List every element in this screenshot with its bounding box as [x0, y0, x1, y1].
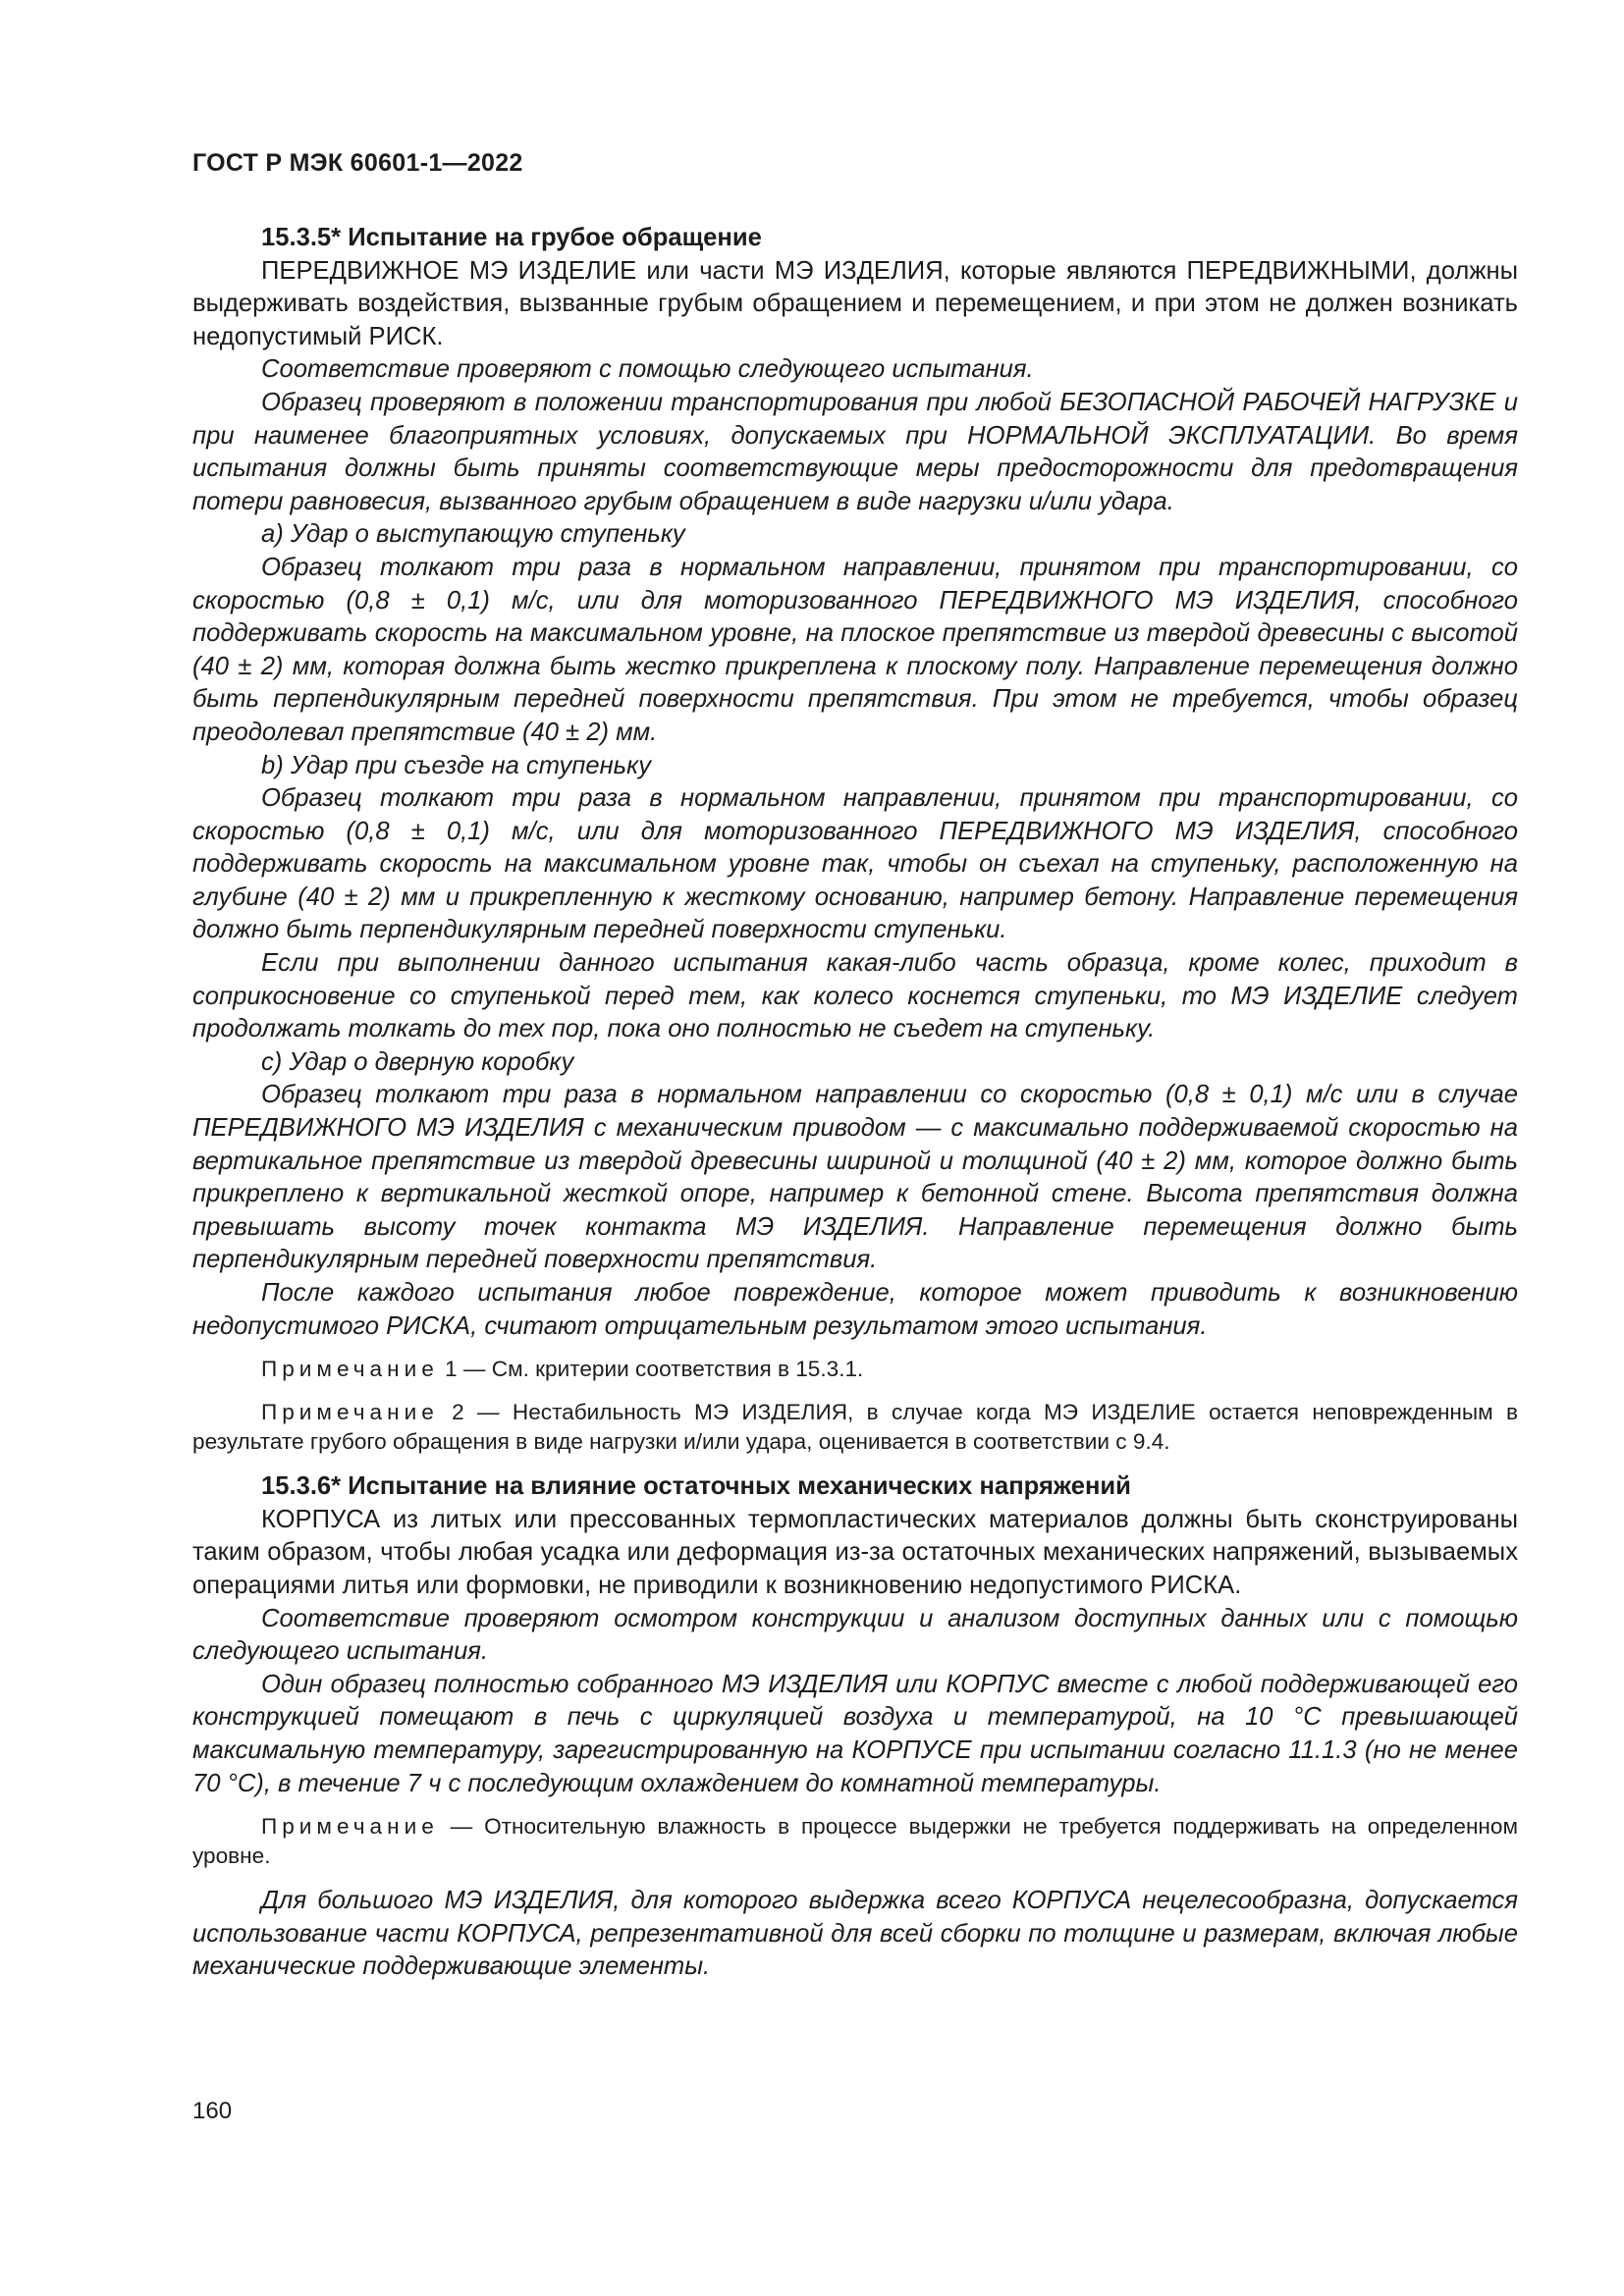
note-text: — Относительную влажность в процессе выдержки не требуется поддерживать на определенном уровне. [192, 1814, 1518, 1869]
note [192, 1812, 1518, 1871]
paragraph: Образец толкают три раза в нормальном направлении со скоростью (0,8 ± 0,1) м/с или в случае ПЕРЕДВИЖНОГО МЭ ИЗДЕЛИЯ с механическим приводом — с максимально поддерживаемой скоростью на вертикальное препятствие из твердой древесины шириной и толщиной (40 ± 2) мм, которое должно быть прикреплено к вертикальной жесткой опоре, например к бетонной стене. Высота препятствия должна превышать высоту точек контакта МЭ ИЗДЕЛИЯ. Направление перемещения должно быть перпендикулярным передней поверхности препятствия. [192, 1081, 1518, 1274]
note-text: 2 — Нестабильность МЭ ИЗДЕЛИЯ, в случае когда МЭ ИЗДЕЛИЕ остается неповрежденным в результате грубого обращения в виде нагрузки и/или удара, оценивается в соответствии с 9.4. [192, 1400, 1518, 1455]
list-item-title: a) Удар о выступающую ступеньку [261, 520, 685, 549]
paragraph: Если при выполнении данного испытания какая-либо часть образца, кроме колес, приходит в соприкосновение со ступенькой перед тем, как колесо коснется ступеньки, то МЭ ИЗДЕЛИЕ следует продолжать толкать до тех пор, пока оно полностью не съедет на ступеньку. [192, 949, 1518, 1043]
list-item-title: b) Удар при съезде на ступеньку [261, 751, 652, 779]
note-label: Примечание [261, 1400, 439, 1425]
paragraph: После каждого испытания любое повреждение, которое может приводить к возникновению недопустимого РИСКА, считают отрицательным результатом этого испытания. [192, 1279, 1518, 1340]
note-label: Примечание [261, 1814, 439, 1840]
note [192, 1398, 1518, 1457]
paragraph: Образец проверяют в положении транспортирования при любой БЕЗОПАСНОЙ РАБОЧЕЙ НАГРУЗКЕ и при наименее благоприятных условиях, допускаемых при НОРМАЛЬНОЙ ЭКСПЛУАТАЦИИ. Во время испытания должны быть приняты соответствующие меры предосторожности для предотвращения потери равновесия, вызванного грубым обращением в виде нагрузки и/или удара. [192, 388, 1518, 515]
document-header: ГОСТ Р МЭК 60601-1—2022 [192, 149, 523, 177]
page-content [192, 222, 1518, 1984]
paragraph: ПЕРЕДВИЖНОЕ МЭ ИЗДЕЛИЕ или части МЭ ИЗДЕЛИЯ, которые являются ПЕРЕДВИЖНЫМИ, должны выдерживать воздействия, вызванные грубым обращением и перемещением, и при этом не должен возникать недопустимый РИСК. [192, 256, 1518, 350]
paragraph: Один образец полностью собранного МЭ ИЗДЕЛИЯ или КОРПУС вместе с любой поддерживающей его конструкцией помещают в печь с циркуляцией воздуха и температурой, на 10 °С превышающей максимальную температуру, зарегистрированную на КОРПУСЕ при испытании согласно 11.1.3 (но не менее 70 °С), в течение 7 ч с последующим охлаждением до комнатной температуры. [192, 1670, 1518, 1797]
paragraph: Соответствие проверяют осмотром конструкции и анализом доступных данных или с помощью следующего испытания. [192, 1604, 1518, 1666]
note-label: Примечание [261, 1357, 439, 1382]
paragraph: КОРПУСА из литых или прессованных термопластических материалов должны быть сконструированы таким образом, чтобы любая усадка или деформация из-за остаточных механических напряжений, вызываемых операциями литья или формовки, не приводили к возникновению недопустимого РИСКА. [192, 1505, 1518, 1599]
list-item-title: c) Удар о дверную коробку [261, 1047, 574, 1076]
paragraph: Для большого МЭ ИЗДЕЛИЯ, для которого выдержка всего КОРПУСА нецелесообразна, допускается использование части КОРПУСА, репрезентативной для всей сборки по толщине и размерам, включая любые механические поддерживающие элементы. [192, 1887, 1518, 1981]
page-number: 160 [192, 2098, 233, 2124]
paragraph: Соответствие проверяют с помощью следующего испытания. [261, 355, 1034, 384]
note-text: 1 — См. критерии соответствия в 15.3.1. [438, 1357, 864, 1382]
section-heading-15-3-6: 15.3.6* Испытание на влияние остаточных механических напряжений [261, 1472, 1131, 1501]
paragraph: Образец толкают три раза в нормальном направлении, принятом при транспортировании, со скоростью (0,8 ± 0,1) м/с, или для моторизованного ПЕРЕДВИЖНОГО МЭ ИЗДЕЛИЯ, способного поддерживать скорость на максимальном уровне, на плоское препятствие из твердой древесины с высотой (40 ± 2) мм, которая должна быть жестко прикреплена к плоскому полу. Направление перемещения должно быть перпендикулярным передней поверхности препятствия. При этом не требуется, чтобы образец преодолевал препятствие (40 ± 2) мм. [192, 553, 1518, 746]
note [192, 1355, 1518, 1384]
section-heading-15-3-5: 15.3.5* Испытание на грубое обращение [261, 224, 762, 251]
paragraph: Образец толкают три раза в нормальном направлении, принятом при транспортировании, со скоростью (0,8 ± 0,1) м/с, или для моторизованного ПЕРЕДВИЖНОГО МЭ ИЗДЕЛИЯ, способного поддерживать скорость на максимальном уровне так, чтобы он съехал на ступеньку, расположенную на глубине (40 ± 2) мм и прикрепленную к жесткому основанию, например бетону. Направление перемещения должно быть перпендикулярным передней поверхности ступеньки. [192, 784, 1518, 944]
